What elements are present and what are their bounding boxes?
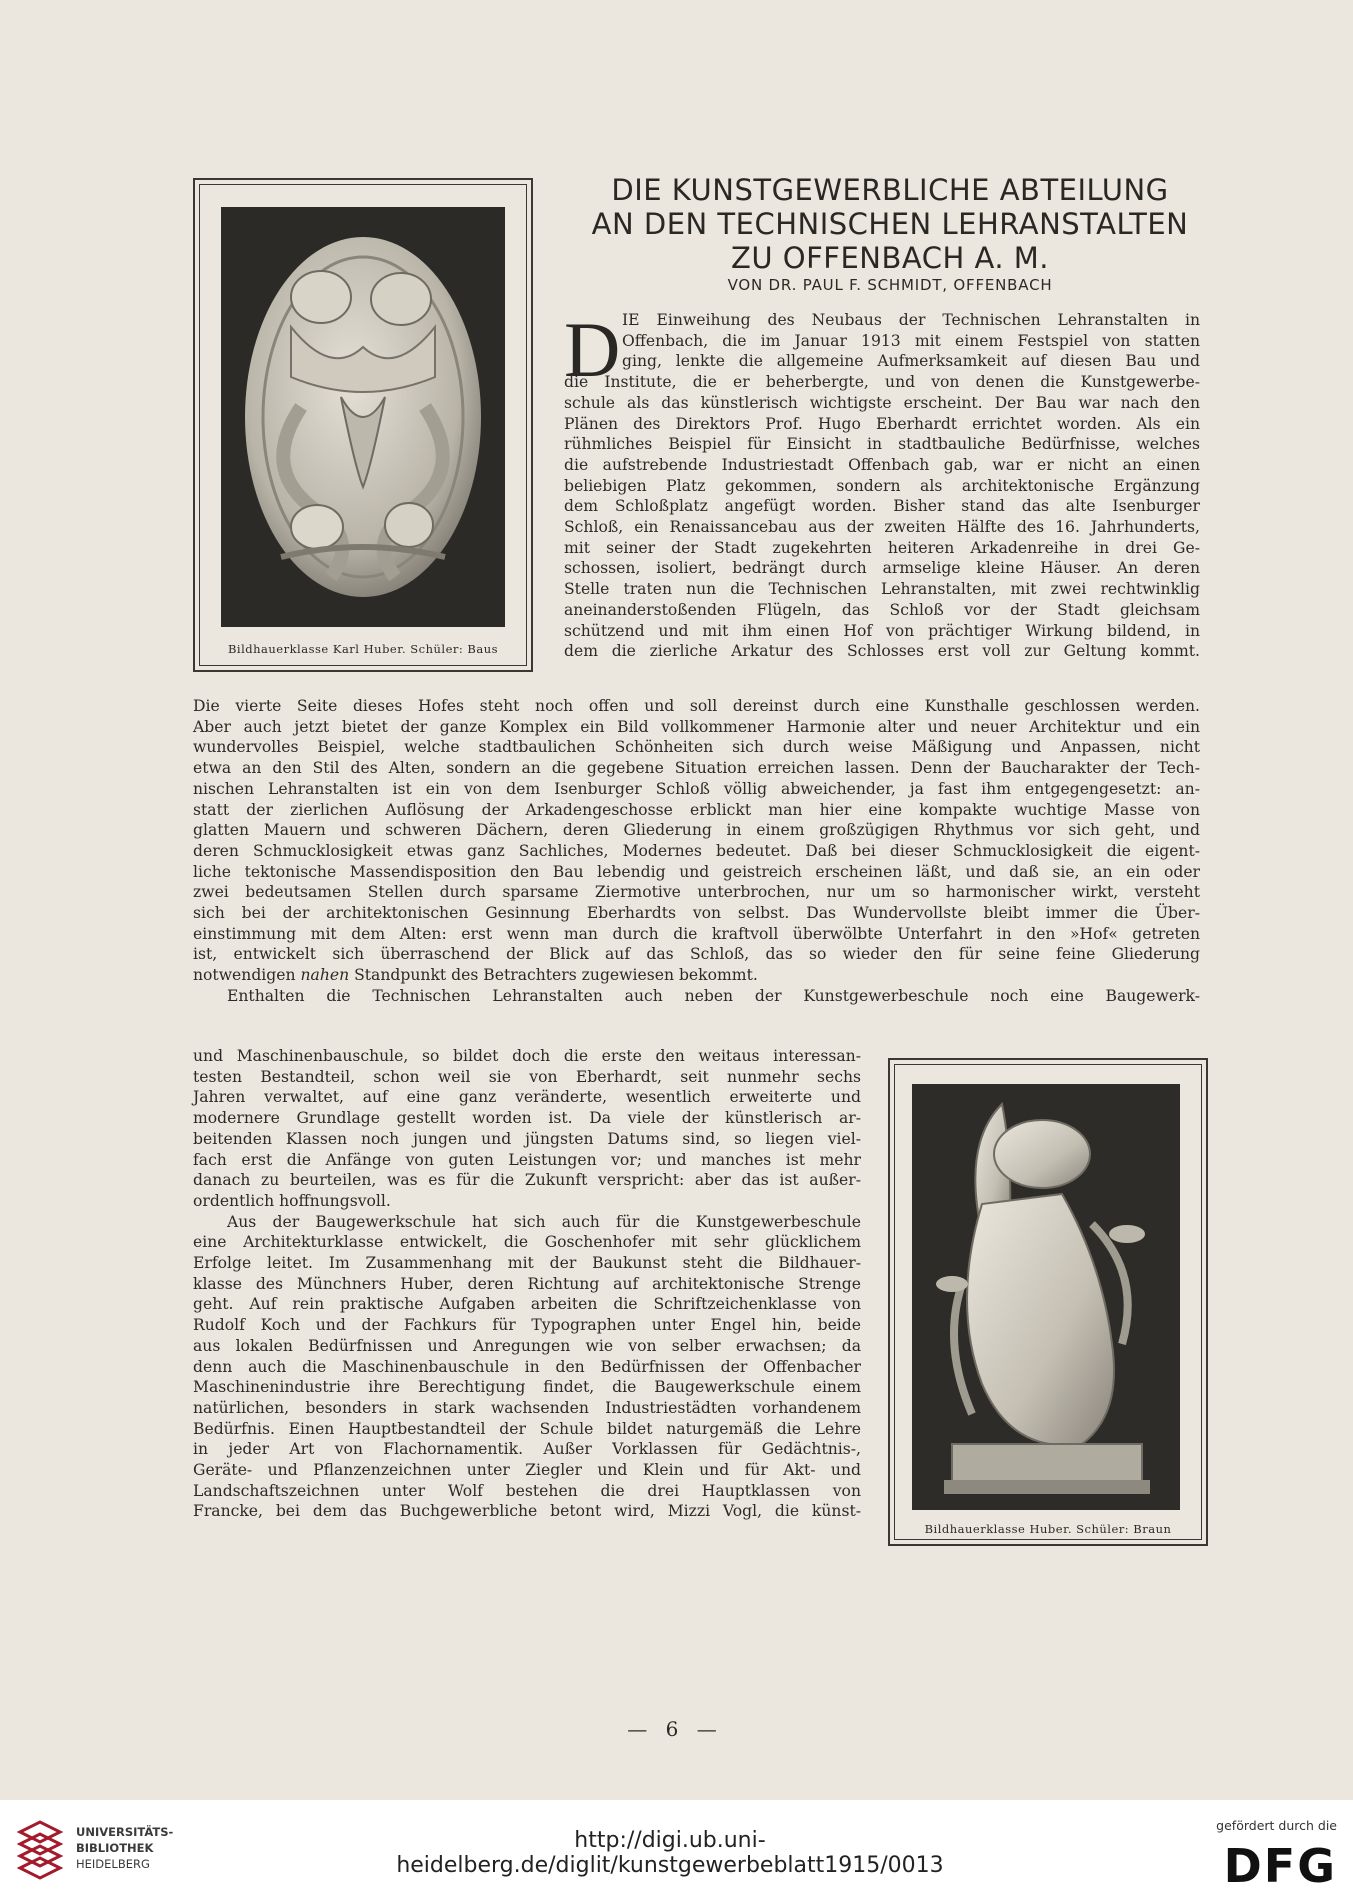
text-line: aus lokalen Bedürfnissen und Anregungen wie von selber erwachsen; da	[193, 1336, 861, 1355]
article-body-full	[193, 696, 1200, 1007]
figure-caption: Bildhauerklasse Huber. Schüler: Braun	[924, 1522, 1172, 1536]
text-line: Francke, bei dem das Buchgewerbliche betont wird, Mizzi Vogl, die künst-	[193, 1502, 861, 1521]
text-line: danach zu beurteilen, was es für die Zukunft verspricht: aber das ist außer-	[193, 1171, 861, 1190]
text-line: ist, entwickelt sich überraschend der Blick auf das Schloß, das so wieder den für seine feine Gliederung	[193, 945, 1200, 964]
figure-hare	[888, 1058, 1208, 1546]
text-line: modernere Grundlage gestellt worden ist. Da viele der künstlerisch ar-	[193, 1109, 861, 1128]
article-body-left-column	[193, 1046, 861, 1522]
library-name-line: BIBLIOTHEK	[76, 1841, 154, 1855]
title-line: DIE KUNSTGEWERBLICHE ABTEILUNG	[611, 173, 1169, 207]
text-line: aneinanderstoßenden Flügeln, das Schloß vor der Stadt gleichsam	[564, 600, 1200, 619]
text-line-last	[193, 965, 1200, 986]
text-line: Die vierte Seite dieses Hofes steht noch offen und soll dereinst durch eine Kunsthalle geschlossen werden.	[193, 697, 1200, 715]
funding-label: gefördert durch die	[1216, 1818, 1337, 1833]
text-line: geht. Auf rein praktische Aufgaben arbeiten die Schriftzeichenklasse von	[193, 1295, 861, 1314]
hare-photo	[912, 1084, 1180, 1510]
text-line: beitenden Klassen noch jungen und jüngsten Datums sind, so liegen viel-	[193, 1129, 861, 1148]
text-line: nischen Lehranstalten ist ein von dem Isenburger Schloß völlig abweichender, ja fast ihm entgegengesetzt: an-	[193, 779, 1200, 798]
viewer-footer	[0, 1800, 1353, 1902]
text-line: die aufstrebende Industriestadt Offenbach gab, war er nicht an einen	[564, 455, 1200, 474]
text-line: schule als das künstlerisch wichtigste erscheint. Der Bau war nach den	[564, 393, 1200, 412]
text-line: fach erst die Anfänge von guten Leistungen vor; und manches ist mehr	[193, 1150, 861, 1169]
article-title	[540, 173, 1240, 275]
text-line: schossen, isoliert, bedrängt durch armselige kleine Häuser. An deren	[564, 559, 1200, 578]
text-line: testen Bestandteil, schon weil sie von Eberhardt, seit nunmehr sechs	[193, 1067, 861, 1086]
text-line: sich bei der architektonischen Gesinnung Eberhardts von selbst. Das Wundervollste bleibt immer die Über-	[193, 904, 1200, 923]
text-line: eine Architekturklasse entwickelt, die Goschenhofer mit sehr glücklichem	[193, 1233, 861, 1252]
drop-cap: D	[564, 306, 621, 393]
text-line: statt der zierlichen Auflösung der Arkadengeschosse erblickt man hier eine kompakte wuchtige Masse von	[193, 800, 1200, 819]
text-line: Plänen des Direktors Prof. Hugo Eberhardt errichtet worden. Als ein	[564, 414, 1200, 433]
text-line: klasse des Münchners Huber, deren Richtung auf architektonische Strenge	[193, 1274, 861, 1293]
text-line: Aber auch jetzt bietet der ganze Komplex ein Bild vollkommener Harmonie alter und neuer Architektur und ein	[193, 717, 1200, 736]
text-line: schützend und mit ihm einen Hof von prächtiger Wirkung bildend, in	[564, 621, 1200, 640]
page-number: — 6 —	[627, 1717, 723, 1741]
university-library-logo-icon	[16, 1818, 64, 1886]
library-name	[76, 1824, 173, 1872]
text-line: rühmliches Beispiel für Einsicht in stadtbauliche Bedürfnisse, welches	[564, 435, 1200, 454]
text-line: etwa an den Stil des Alten, sondern an die gegebene Situation erreichen lassen. Denn der Baucharakter der Tech-	[193, 759, 1200, 778]
library-name-line: UNIVERSITÄTS-	[76, 1825, 174, 1839]
text-line: Bedürfnis. Einen Hauptbestandteil der Schule bildet naturgemäß die Lehre	[193, 1419, 861, 1438]
text-line: einstimmung mit dem Alten: erst wenn man durch die kraftvoll überwölbte Unterfahrt in den »Hof« getreten	[193, 924, 1200, 943]
text-line: Aus der Baugewerkschule hat sich auch für die Kunstgewerbeschule	[227, 1212, 861, 1231]
library-name-line: HEIDELBERG	[76, 1857, 150, 1871]
text-line: Rudolf Koch und der Fachkurs für Typographen unter Engel hin, beide	[193, 1316, 861, 1335]
text-fragment: Standpunkt des Betrachters zugewiesen bekommt.	[349, 966, 758, 985]
text-line: denn auch die Maschinenbauschule in den Bedürfnissen der Offenbacher	[193, 1357, 861, 1376]
dfg-logo: DFG	[1223, 1839, 1337, 1893]
text-line: mit seiner der Stadt zugekehrten heiteren Arkadenreihe in drei Ge-	[564, 538, 1200, 557]
text-line: dem die zierliche Arkatur des Schlosses erst voll zur Geltung kommt.	[564, 642, 1200, 661]
title-line: AN DEN TECHNISCHEN LEHRANSTALTEN	[591, 207, 1189, 241]
text-line: Erfolge leitet. Im Zusammenhang mit der Baukunst steht die Bildhauer-	[193, 1254, 861, 1273]
byline: VON DR. PAUL F. SCHMIDT, OFFENBACH	[727, 276, 1053, 294]
text-fragment: notwendigen	[193, 966, 301, 985]
text-line: IE Einweihung des Neubaus der Technischen Lehranstalten in	[622, 311, 1200, 329]
text-line: Geräte- und Pflanzenzeichnen unter Ziegler und Klein und für Akt- und	[193, 1461, 861, 1480]
text-line: die Institute, die er beherbergte, und von denen die Kunstgewerbe-	[564, 373, 1200, 392]
text-line: wundervolles Beispiel, welche stadtbaulichen Schönheiten sich durch weise Mäßigung und Anpassen, nicht	[193, 738, 1200, 757]
text-line: deren Schmucklosigkeit etwas ganz Sachliches, Modernes bedeutet. Daß bei dieser Schmucklosigkeit die eigent-	[193, 841, 1200, 860]
article-intro-column	[564, 306, 1200, 662]
text-line: Maschinenindustrie ihre Berechtigung findet, die Baugewerkschule einem	[193, 1378, 861, 1397]
text-line: Offenbach, die im Januar 1913 mit einem Festspiel von statten	[622, 331, 1200, 350]
text-line: Stelle traten nun die Technischen Lehranstalten, mit zwei rechtwinklig	[564, 580, 1200, 599]
text-line: liche tektonische Massendisposition den Bau lebendig und geistreich erscheinen läßt, und daß sie, an ein oder	[193, 862, 1200, 881]
text-line-last: ordentlich hoffnungsvoll.	[193, 1191, 391, 1210]
text-line: Landschaftszeichnen unter Wolf bestehen die drei Hauptklassen von	[193, 1481, 861, 1500]
text-line: natürlichen, besonders in stark wachsenden Industriestädten vorhandenem	[193, 1398, 861, 1417]
figure-caption: Bildhauerklasse Karl Huber. Schüler: Baus	[227, 642, 499, 656]
text-line: Enthalten die Technischen Lehranstalten auch neben der Kunstgewerbeschule noch eine Baugewerk-	[227, 986, 1200, 1005]
text-line: Jahren verwaltet, auf eine ganz veränderte, wesentlich erweiterte und	[193, 1088, 861, 1107]
text-line: Schloß, ein Renaissancebau aus der zweiten Hälfte des 16. Jahrhunderts,	[564, 518, 1200, 537]
text-line: glatten Mauern und schweren Dächern, deren Gliederung in einem großzügigen Rhythmus vor sich geht, und	[193, 821, 1200, 840]
hare-image	[912, 1084, 1180, 1510]
text-line: in jeder Art von Flachornamentik. Außer Vorklassen für Gedächtnis-,	[193, 1440, 861, 1459]
figure-relief	[193, 178, 533, 672]
text-line: und Maschinenbauschule, so bildet doch die erste den weitaus interessan-	[193, 1047, 861, 1065]
permalink[interactable]: http://digi.ub.uni-heidelberg.de/diglit/kunstgewerbeblatt1915/0013	[396, 1828, 944, 1878]
relief-image	[221, 207, 505, 627]
emphasis: nahen	[300, 966, 350, 985]
text-line: dem Schloßplatz angefügt worden. Bisher stand das alte Isenburger	[564, 497, 1200, 516]
text-line: zwei bedeutsamen Stellen durch sparsame Ziermotive unterbrochen, nur um so harmonischer wirkt, versteht	[193, 883, 1200, 902]
relief-photo	[221, 207, 505, 627]
text-line: ging, lenkte die allgemeine Aufmerksamkeit auf diesen Bau und	[622, 352, 1200, 371]
title-line: ZU OFFENBACH A. M.	[730, 241, 1050, 275]
text-line: beliebigen Platz gekommen, sondern als architektonische Ergänzung	[564, 476, 1200, 495]
